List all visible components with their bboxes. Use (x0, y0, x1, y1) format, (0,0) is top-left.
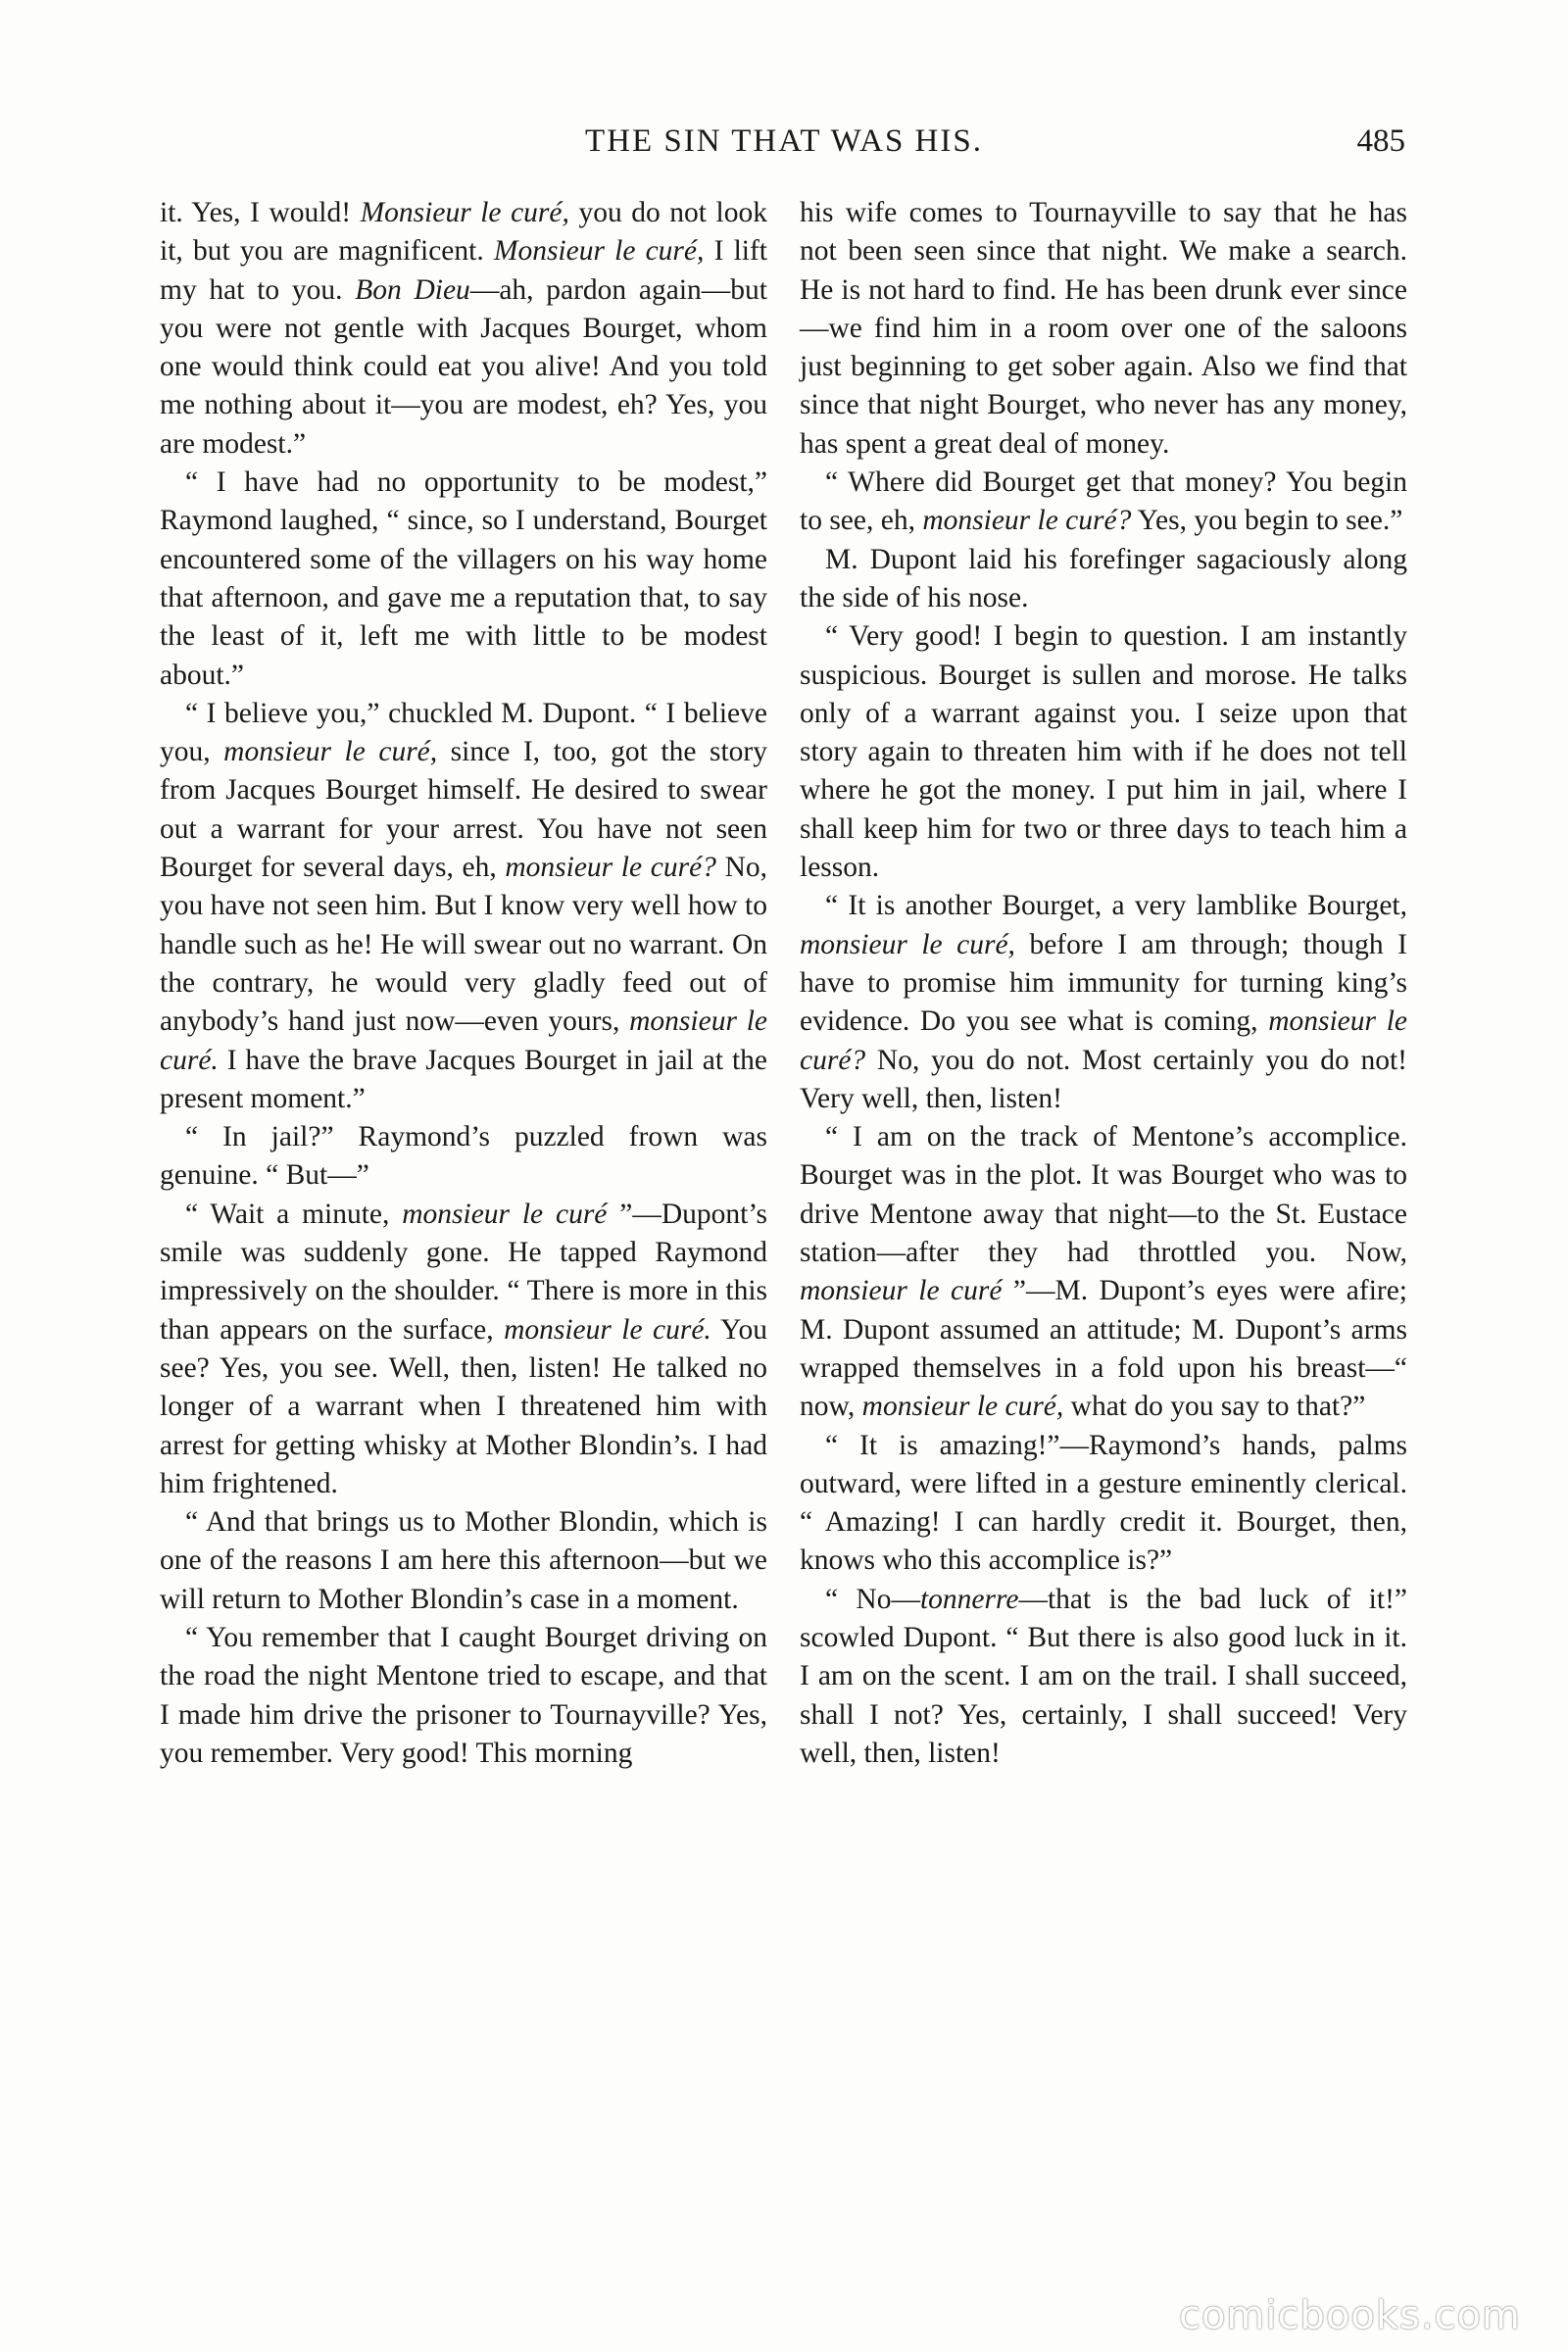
italic-run: monsieur le curé? (800, 1005, 1408, 1076)
text-run: “ I am on the track of Mentone’s accomplice. Bourget was in the plot. It was Bourget who was to drive Mentone away that night—to the St. Eustace station—after they had throttled you. Now, (800, 1121, 1407, 1269)
text-run: “ I have had no opportunity to be modest,” Raymond laughed, “ since, so I understand, Bourget encountered some of the villagers on his way home that afternoon, and gave me a reputation that, to say the least of it, left me with little to be modest about.” (160, 466, 767, 691)
text-run: M. Dupont laid his forefinger sagaciously along the side of his nose. (800, 543, 1407, 613)
paragraph (160, 1196, 767, 1503)
italic-run: monsieur le curé, (223, 736, 438, 768)
text-run: his wife comes to Tournayville to say that he has not been seen since that night. We make a search. He is not hard to find. He has been drunk ever since—we find him in a room over one of the saloons just beginning to get sober again. Also we find that since that night Bourget, who never has any money, has spent a great deal of money. (800, 197, 1407, 460)
paragraph (800, 194, 1407, 464)
italic-run: Bon Dieu (355, 273, 470, 306)
paragraph (160, 194, 767, 464)
paragraph (800, 1581, 1407, 1773)
italic-run: Monsieur le curé, (493, 235, 705, 268)
text-run: ”—Dupont’s smile was suddenly gone. He tapped Raymond impressively on the shoulder. “ There is more in this than appears on the surface, (160, 1198, 767, 1346)
text-run: ”—M. Dupont’s eyes were afire; M. Dupont assumed an attitude; M. Dupont’s arms wrapped themselves in a fold upon his breast—“ now, (800, 1275, 1407, 1423)
paragraph (160, 695, 767, 1118)
paragraph (160, 1503, 767, 1619)
paragraph (800, 887, 1407, 1118)
text-run: “ Where did Bourget get that money? You begin to see, eh, (800, 466, 1407, 537)
text-run: You see? Yes, you see. Well, then, listen! He talked no longer of a warrant when I threatened him with arrest for getting whisky at Mother Blondin’s. I had him frightened. (160, 1313, 767, 1499)
text-run: “ It is amazing!”—Raymond’s hands, palms outward, were lifted in a gesture eminently clerical. “ Amazing! I can hardly credit it. Bourget, then, knows who this accomplice is?” (800, 1429, 1407, 1577)
italic-run: monsieur le curé (800, 1275, 1003, 1307)
running-head (147, 123, 1421, 172)
italic-run: monsieur le curé, (800, 928, 1015, 960)
text-run: you do not look it, but you are magnificent. (160, 197, 768, 268)
text-run: “ It is another Bourget, a very lamblike Bourget, (825, 890, 1407, 922)
italic-run: monsieur le curé. (160, 1005, 768, 1076)
text-run: “ Very good! I begin to question. I am instantly suspicious. Bourget is sullen and morose. He talks only of a warrant against you. I seize upon that story again to threaten him with if he does not tell where he got the money. I put him in jail, where I shall keep him for two or three days to teach him a lesson. (800, 620, 1407, 884)
italic-run: monsieur le curé? (505, 852, 716, 884)
paragraph (160, 464, 767, 695)
paragraph (160, 1619, 767, 1773)
text-column-right (800, 194, 1407, 1773)
text-run: Yes, you begin to see.” (1131, 505, 1403, 537)
text-run: “ And that brings us to Mother Blondin, which is one of the reasons I am here this afternoon—but we will return to Mother Blondin’s case in a moment. (160, 1506, 767, 1615)
text-run: “ You remember that I caught Bourget driving on the road the night Mentone tried to escape, and that I made him drive the prisoner to Tournayville? Yes, you remember. Very good! This morning (160, 1621, 767, 1769)
italic-run: monsieur le curé (402, 1198, 608, 1230)
italic-run: monsieur le curé? (922, 505, 1132, 537)
watermark-text: comicbooks.com (1178, 2293, 1521, 2338)
italic-run: tonnerre (919, 1583, 1019, 1615)
paragraph (800, 1118, 1407, 1426)
text-run: No, you do not. Most certainly you do not! Very well, then, listen! (800, 1044, 1407, 1114)
paragraph (800, 541, 1407, 618)
text-run: —ah, pardon again—but you were not gentle with Jacques Bourget, whom one would think could eat you alive! And you told me nothing about it—you are modest, eh? Yes, you are modest.” (160, 273, 767, 460)
text-run: —that is the bad luck of it!” scowled Dupont. “ But there is also good luck in it. I am on the scent. I am on the trail. I shall succeed, shall I not? Yes, certainly, I shall succeed! Very well, then, listen! (800, 1583, 1407, 1769)
italic-run: monsieur le curé. (504, 1313, 711, 1346)
page-number: 485 (1356, 123, 1405, 159)
paragraph (800, 1427, 1407, 1581)
text-run: No, you have not seen him. But I know very well how to handle such as he! He will swear out no warrant. On the contrary, he would very gladly feed out of anybody’s hand just now—even yours, (160, 852, 767, 1038)
paragraph (800, 617, 1407, 887)
text-run: “ No— (825, 1583, 920, 1615)
text-run: since I, too, got the story from Jacques Bourget himself. He desired to swear out a warrant for your arrest. You have not seen Bourget for several days, eh, (160, 736, 767, 884)
paragraph (160, 1118, 767, 1196)
text-run: “ I believe you,” chuckled M. Dupont. “ I believe you, (160, 697, 767, 768)
italic-run: monsieur le curé, (861, 1391, 1064, 1423)
text-run: “ In jail?” Raymond’s puzzled frown was genuine. “ But—” (160, 1121, 767, 1192)
text-run: before I am through; though I have to promise him immunity for turning king’s evidence. Do you see what is coming, (800, 928, 1407, 1038)
text-run: I have the brave Jacques Bourget in jail at the present moment.” (160, 1044, 767, 1114)
text-column-left (160, 194, 767, 1773)
paragraph (800, 464, 1407, 541)
text-run: “ Wait a minute, (185, 1198, 403, 1230)
text-run: it. Yes, I would! (160, 197, 361, 228)
text-run: I lift my hat to you. (160, 235, 767, 306)
text-run: what do you say to that?” (1063, 1391, 1366, 1423)
italic-run: Monsieur le curé, (360, 197, 569, 228)
running-title: THE SIN THAT WAS HIS. (585, 123, 983, 159)
